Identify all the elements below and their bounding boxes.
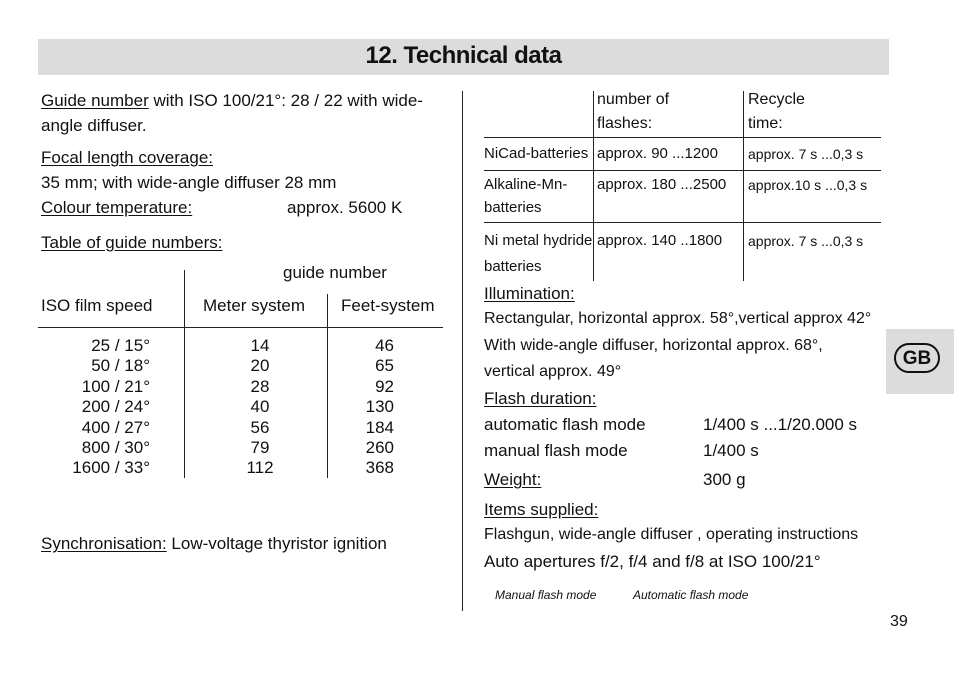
battery-row-flashes: approx. 90 ...1200 (597, 145, 718, 162)
table-cell: 92 (375, 376, 394, 396)
title-bar (38, 39, 889, 75)
illumination-line1: Rectangular, horizontal approx. 58°,vertical approx 42° (484, 310, 872, 327)
guide-table-group-header: guide number (283, 263, 387, 282)
battery-row-name-2: batteries (484, 258, 542, 275)
table-cell: 20 (250, 356, 270, 376)
battery-row-flashes: approx. 180 ...2500 (597, 176, 727, 193)
weight-value: 300 g (703, 470, 746, 489)
guide-table-iso-header: ISO film speed (41, 296, 153, 315)
guide-table-divider-1 (184, 270, 185, 478)
battery-table-divider-1 (593, 91, 594, 281)
synchronisation-line (41, 534, 387, 554)
items-supplied-label: Items supplied: (484, 500, 599, 519)
footnote-automatic: Automatic flash mode (633, 588, 749, 602)
language-badge: GB (894, 343, 940, 373)
footnote-manual: Manual flash mode (495, 588, 597, 602)
flash-duration-manual-label: manual flash mode (484, 441, 628, 460)
page-number: 39 (890, 613, 908, 630)
battery-table-rule-1 (484, 137, 881, 138)
battery-row-recycle: approx. 7 s ...0,3 s (748, 146, 864, 162)
column-divider (462, 91, 463, 611)
battery-row-flashes: approx. 140 ..1800 (597, 232, 723, 249)
illumination-label: Illumination: (484, 284, 575, 303)
table-cell: 130 (365, 397, 394, 417)
guide-table-feet-header: Feet-system (341, 296, 435, 315)
table-cell: 40 (250, 397, 270, 417)
synchronisation-value: Low-voltage thyristor ignition (166, 534, 387, 553)
synchronisation-label: Synchronisation: (41, 534, 167, 553)
guide-table-divider-2 (327, 294, 328, 478)
table-cell: 28 (250, 376, 270, 396)
flash-duration-manual-value: 1/400 s (703, 441, 759, 460)
flash-duration-auto-label: automatic flash mode (484, 415, 646, 434)
guide-number-line2: angle diffuser. (41, 116, 147, 135)
guide-number-text: with ISO 100/21°: 28 / 22 with wide- (148, 91, 423, 110)
table-cell: 260 (365, 438, 394, 458)
table-cell: 400 / 27° (81, 417, 150, 437)
table-cell: 800 / 30° (81, 438, 150, 458)
guide-table-header-rule (38, 327, 443, 328)
table-cell: 46 (375, 336, 394, 355)
table-cell: 112 (246, 458, 274, 478)
battery-row-name: Alkaline-Mn- (484, 176, 568, 193)
table-cell: 25 / 15° (91, 336, 150, 355)
battery-row-name-2: batteries (484, 199, 542, 216)
table-cell: 56 (250, 417, 270, 437)
items-supplied-line1: Flashgun, wide-angle diffuser , operating instructions (484, 526, 859, 543)
illumination-line3: vertical approx. 49° (484, 363, 622, 380)
guide-number-label: Guide number (41, 91, 149, 110)
guide-table-label: Table of guide numbers: (41, 233, 223, 252)
table-cell: 100 / 21° (81, 376, 150, 396)
items-supplied-line2: Auto apertures f/2, f/4 and f/8 at ISO 100/21° (484, 552, 821, 571)
guide-table-iso-column (40, 336, 150, 479)
table-cell: 184 (365, 417, 394, 437)
language-tab (886, 329, 954, 394)
colour-temperature-value: approx. 5600 K (287, 198, 403, 217)
table-cell: 368 (365, 458, 394, 478)
battery-row-name: Ni metal hydride (484, 232, 593, 249)
battery-row-recycle: approx.10 s ...0,3 s (748, 177, 868, 193)
flash-duration-label: Flash duration: (484, 389, 597, 408)
flash-duration-auto-value: 1/400 s ...1/20.000 s (703, 415, 858, 434)
battery-table-divider-2 (743, 91, 744, 281)
guide-table-feet-column (340, 336, 394, 479)
guide-table-meter-column (230, 336, 290, 479)
table-cell: 14 (250, 336, 270, 355)
guide-number-line1 (41, 91, 423, 111)
table-cell: 79 (250, 438, 270, 458)
illumination-line2: With wide-angle diffuser, horizontal approx. 68°, (484, 337, 823, 354)
table-cell: 1600 / 33° (72, 458, 150, 478)
focal-length-label: Focal length coverage: (41, 148, 213, 167)
colour-temperature-label: Colour temperature: (41, 198, 193, 217)
battery-header-flashes-1: number of (597, 91, 670, 108)
battery-header-recycle-1: Recycle (748, 91, 805, 108)
focal-length-value: 35 mm; with wide-angle diffuser 28 mm (41, 173, 337, 192)
battery-row-name: NiCad-batteries (484, 145, 589, 162)
table-cell: 200 / 24° (81, 397, 150, 417)
battery-header-flashes-2: flashes: (597, 115, 653, 132)
page-title: 12. Technical data (365, 42, 562, 69)
battery-row-recycle: approx. 7 s ...0,3 s (748, 233, 864, 249)
weight-label: Weight: (484, 470, 542, 489)
table-cell: 50 / 18° (91, 356, 150, 376)
battery-header-recycle-2: time: (748, 115, 783, 132)
battery-table-rule-2 (484, 170, 881, 171)
table-cell: 65 (375, 356, 394, 376)
guide-table-meter-header: Meter system (203, 296, 306, 315)
battery-table-rule-3 (484, 222, 881, 223)
